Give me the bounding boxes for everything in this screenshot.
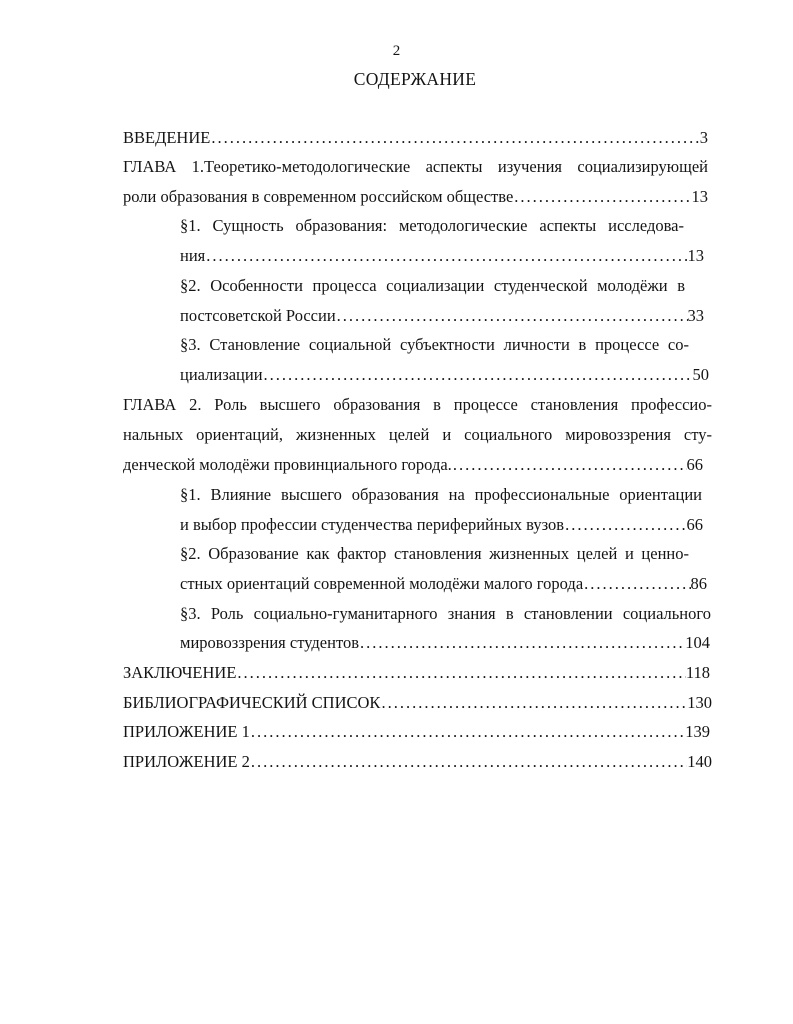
toc-chapter-2-line-3[interactable] [123, 450, 703, 480]
toc-entry-title: ПРИЛОЖЕНИЕ 2 [123, 752, 250, 771]
toc-entry-appendix-1[interactable] [123, 717, 710, 747]
toc-page-number: 139 [685, 722, 710, 741]
toc-page-number: 50 [692, 365, 709, 384]
toc-ch2-section-2-line-1[interactable]: §2. Образование как фактор становления жизненных целей и ценно- [180, 544, 689, 563]
toc-ch1-section-2-line-1[interactable]: §2. Особенности процесса социализации студенческой молодёжи в [180, 276, 685, 295]
toc-chapter-2-line-1[interactable]: ГЛАВА 2. Роль высшего образования в процессе становления профессио- [123, 395, 712, 414]
leader-dots [359, 628, 685, 658]
leader-dots [210, 123, 699, 153]
leader-dots [263, 360, 693, 390]
toc-entry-introduction[interactable] [123, 123, 708, 153]
leader-dots [236, 658, 685, 688]
toc-entry-title: ЗАКЛЮЧЕНИЕ [123, 663, 237, 682]
toc-page-number: 118 [685, 663, 710, 682]
toc-page-number: 13 [691, 187, 708, 206]
toc-ch1-section-1-line-1[interactable]: §1. Сущность образования: методологические аспекты исследова- [180, 216, 684, 235]
toc-ch2-section-2-line-2[interactable] [180, 569, 707, 599]
toc-ch1-section-3-line-1[interactable]: §3. Становление социальной субъектности личности в процессе со- [180, 335, 689, 354]
toc-entry-title: БИБЛИОГРАФИЧЕСКИЙ СПИСОК [123, 693, 381, 712]
toc-page-number: 140 [687, 752, 712, 771]
leader-dots [250, 717, 685, 747]
toc-page-number: 3 [699, 128, 708, 147]
leader-dots [583, 569, 690, 599]
leader-dots [205, 241, 687, 271]
toc-ch2-section-3-line-2[interactable] [180, 628, 710, 658]
toc-page-number: 66 [686, 515, 703, 534]
toc-page-number: 33 [687, 306, 704, 325]
toc-entry-title: роли образования в современном российском обществе [123, 187, 514, 206]
toc-page-number: 104 [685, 633, 710, 652]
toc-entry-bibliography[interactable] [123, 688, 712, 718]
toc-entry-conclusion[interactable] [123, 658, 710, 688]
toc-entry-title: ВВЕДЕНИЕ [123, 128, 211, 147]
toc-chapter-2-line-2[interactable]: нальных ориентаций, жизненных целей и социального мировоззрения сту- [123, 425, 712, 444]
toc-entry-title: стных ориентаций современной молодёжи малого города [180, 574, 584, 593]
toc-entry-title: постсоветской России [180, 306, 336, 325]
page-number: 2 [392, 43, 401, 59]
toc-page-number: 66 [686, 455, 703, 474]
toc-entry-appendix-2[interactable] [123, 747, 712, 777]
toc-chapter-1-line-1[interactable]: ГЛАВА 1.Теоретико-методологические аспекты изучения социализирующей [123, 157, 708, 176]
leader-dots [336, 301, 688, 331]
toc-entry-title: денческой молодёжи провинциального города. [123, 455, 452, 474]
toc-entry-title: и выбор профессии студенчества периферийных вузов [180, 515, 565, 534]
toc-ch1-section-2-line-2[interactable] [180, 301, 704, 331]
toc-ch2-section-1-line-1[interactable]: §1. Влияние высшего образования на профессиональные ориентации [180, 485, 702, 504]
page-title: СОДЕРЖАНИЕ [353, 69, 477, 89]
toc-page-number: 130 [687, 693, 712, 712]
leader-dots [564, 510, 686, 540]
leader-dots [513, 182, 691, 212]
toc-entry-title: ния [180, 246, 206, 265]
toc-chapter-1-line-2[interactable] [123, 182, 708, 212]
toc-ch2-section-3-line-1[interactable]: §3. Роль социально-гуманитарного знания в становлении социального [180, 604, 711, 623]
toc-ch1-section-1-line-2[interactable] [180, 241, 704, 271]
toc-page-number: 86 [690, 574, 707, 593]
leader-dots [452, 450, 687, 480]
toc-entry-title: циализации [180, 365, 263, 384]
toc-ch1-section-3-line-2[interactable] [180, 360, 709, 390]
toc-entry-title: ПРИЛОЖЕНИЕ 1 [123, 722, 250, 741]
leader-dots [250, 747, 687, 777]
leader-dots [380, 688, 687, 718]
toc-entry-title: мировоззрения студентов [180, 633, 359, 652]
toc-ch2-section-1-line-2[interactable] [180, 510, 703, 540]
toc-page-number: 13 [687, 246, 704, 265]
